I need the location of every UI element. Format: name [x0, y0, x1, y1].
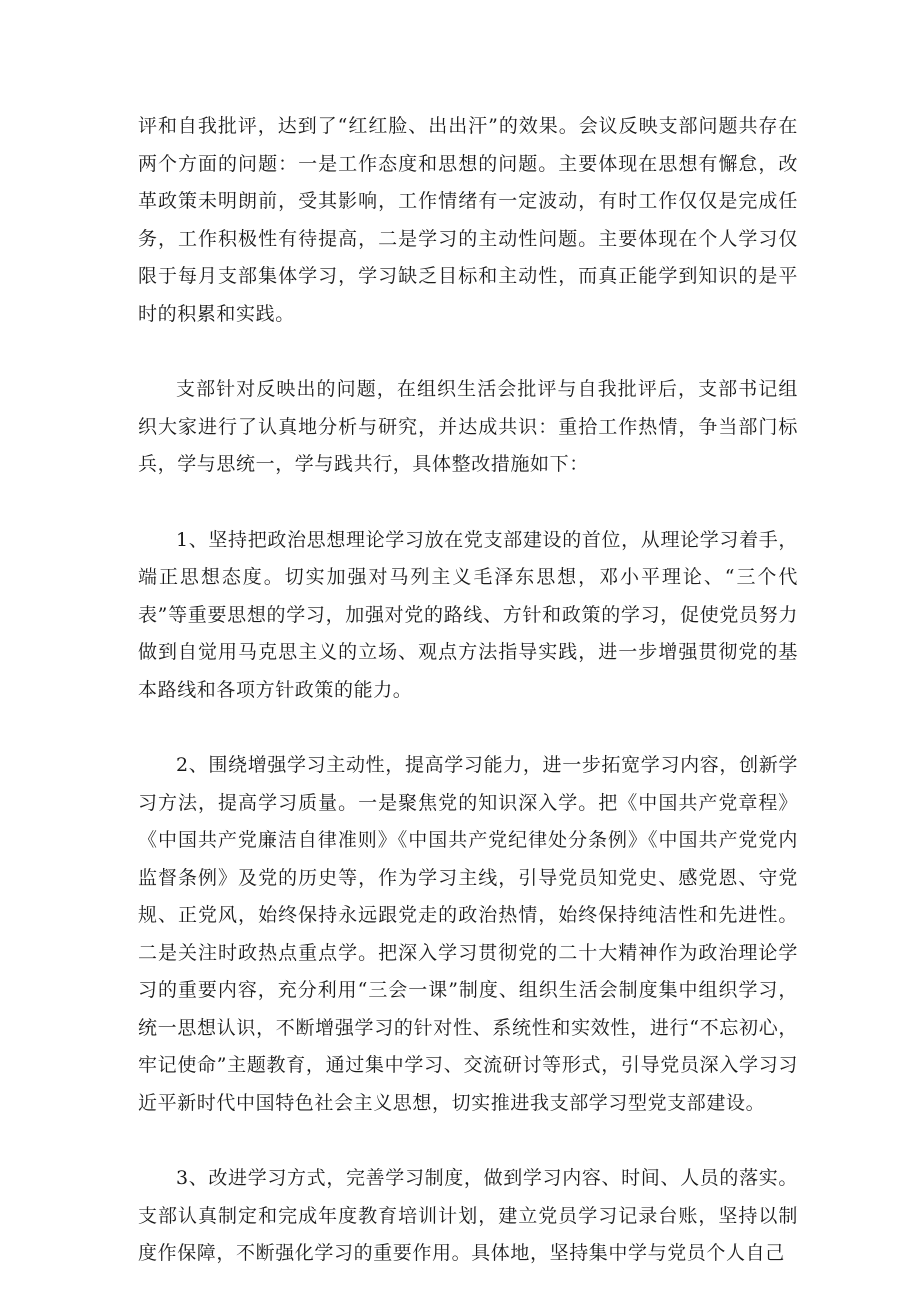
paragraph-gap — [138, 484, 798, 522]
paragraph-measure-3: 3、改进学习方式，完善学习制度，做到学习内容、时间、人员的落实。支部认真制定和完成年度教育培训计划，建立党员学习记录台账，坚持以制度作保障，不断强化学习的重要作用。具体地，坚持集中学与党员个人自己 — [138, 1167, 798, 1264]
paragraph-gap — [138, 709, 798, 747]
paragraph-problem-analysis: 支部针对反映出的问题，在组织生活会批评与自我批评后，支部书记组织大家进行了认真地分析与研究，并达成共识：重拾工作热情，争当部门标兵，学与思统一，学与践共行，具体整改措施如下： — [138, 378, 798, 475]
paragraph-measure-1: 1、坚持把政治思想理论学习放在党支部建设的首位，从理论学习着手，端正思想态度。切实加强对马列主义毛泽东思想，邓小平理论、“三个代表”等重要思想的学习，加强对党的路线、方针和政策的学习，促使党员努力做到自觉用马克思主义的立场、观点方法指导实践，进一步增强贯彻党的基本路线和各项方针政策的能力。 — [138, 528, 798, 701]
paragraph-continuation: 评和自我批评，达到了“红红脸、出出汗”的效果。会议反映支部问题共存在两个方面的问题：一是工作态度和思想的问题。主要体现在思想有懈怠，改革政策未明朗前，受其影响，工作情绪有一定波动，有时工作仅仅是完成任务，工作积极性有待提高，二是学习的主动性问题。主要体现在个人学习仅限于每月支部集体学习，学习缺乏目标和主动性，而真正能学到知识的是平时的积累和实践。 — [138, 115, 798, 325]
paragraph-gap — [138, 333, 798, 371]
paragraph-gap — [138, 1122, 798, 1160]
paragraph-measure-2: 2、围绕增强学习主动性，提高学习能力，进一步拓宽学习内容，创新学习方法，提高学习质量。一是聚焦党的知识深入学。把《中国共产党章程》《中国共产党廉洁自律准则》《中国共产党纪律处分条例》《中国共产党党内监督条例》及党的历史等，作为学习主线，引导党员知党史、感党恩、守党规、正党风，始终保持永远跟党走的政治热情，始终保持纯洁性和先进性。二是关注时政热点重点学。把深入学习贯彻党的二十大精神作为政治理论学习的重要内容，充分利用“三会一课”制度、组织生活会制度集中组织学习，统一思想认识，不断增强学习的针对性、系统性和实效性，进行“不忘初心，牢记使命”主题教育，通过集中学习、交流研讨等形式，引导党员深入学习习近平新时代中国特色社会主义思想，切实推进我支部学习型党支部建设。 — [138, 754, 798, 1114]
document-page — [138, 108, 798, 1273]
